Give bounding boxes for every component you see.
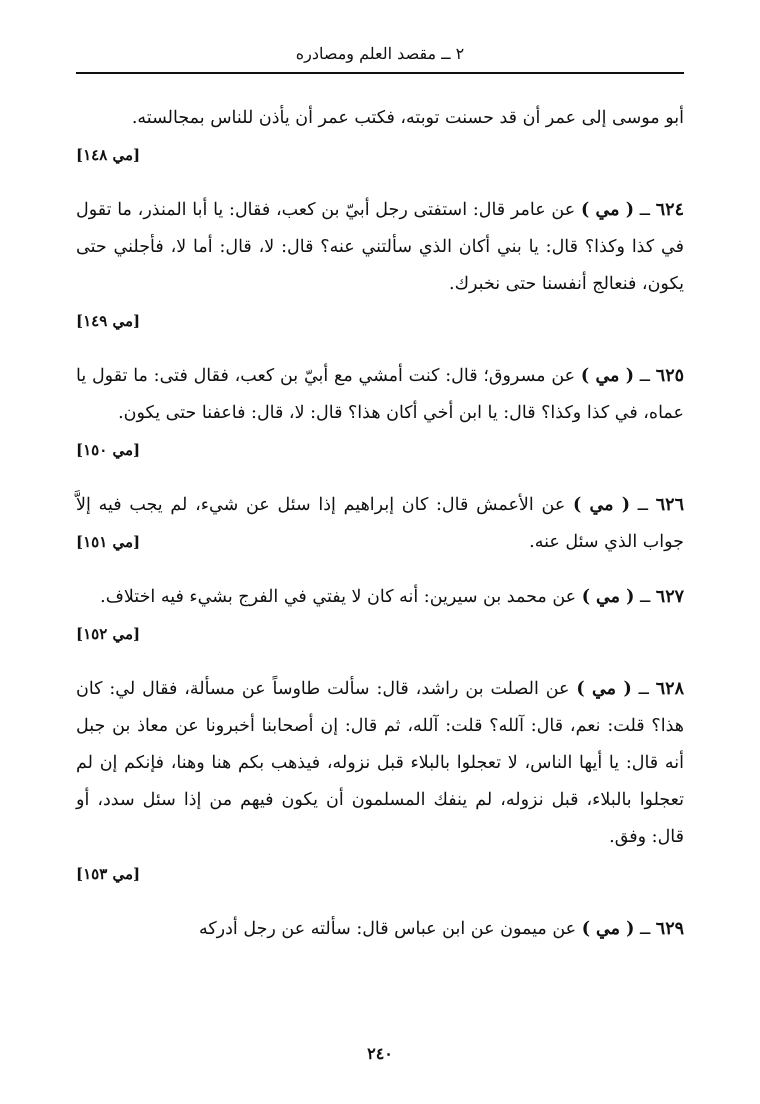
entry-text: عن ميمون عن ابن عباس قال: سألته عن رجل أدركه: [198, 919, 577, 939]
entry-number: ٦٢٤: [655, 200, 684, 220]
entry-source: ( مي ): [573, 495, 631, 515]
entry-625: ٦٢٥ ــ ( مي ) عن مسروق؛ قال: كنت أمشي مع أبيّ بن كعب، فقال فتى: ما تقول يا عماه، في كذا وكذا؟ قال: يا ابن أخي أكان هذا؟ قال: لا، قال: فاعفنا حتى يكون. [مي ١٥٠]: [76, 358, 684, 469]
entry-number: ٦٢٥: [655, 366, 684, 386]
entry-text: عن محمد بن سيرين: أنه كان لا يفتي في الفرج بشيء فيه اختلاف.: [100, 587, 577, 607]
entry-number: ٦٢٦: [655, 495, 684, 515]
page-body: [76, 100, 684, 966]
entry-624: ٦٢٤ ــ ( مي ) عن عامر قال: استفتى رجل أبيّ بن كعب، فقال: يا أبا المنذر، ما تقول في كذا وكذا؟ قال: يا بني أكان الذي سألتني عنه؟ قال: لا، قال: أما لا، فأجلني حتى يكون، فنعالج أنفسنا حتى نخبرك. [مي ١٤٩]: [76, 192, 684, 340]
entry-text: أبو موسى إلى عمر أن قد حسنت توبته، فكتب عمر أن يأذن للناس بمجالسته.: [131, 108, 684, 128]
entry-source: ( مي ): [576, 679, 632, 699]
entry-629: ٦٢٩ ــ ( مي ) عن ميمون عن ابن عباس قال: سألته عن رجل أدركه: [198, 919, 684, 939]
entry-628: ٦٢٨ ــ ( مي ) عن الصلت بن راشد، قال: سألت طاوساً عن مسألة، فقال لي: كان هذا؟ قلت: نعم، قال: آلله؟ قلت: آلله، ثم قال: إن أصحابنا أخبرونا عن معاذ بن جبل أنه قال: يا أيها الناس، لا تعجلوا بالبلاء قبل نزوله، فيذهب بكم هنا وهنا، فإنكم إن لم تعجلوا بالبلاء، قبل نزوله، لم ينفك المسلمون أن يكون فيهم من إذا سئل سدد، أو قال: وفق. [مي ١٥٣]: [76, 671, 684, 893]
entry-source: ( مي ): [581, 587, 635, 607]
entry-626: ٦٢٦ ــ ( مي ) عن الأعمش قال: كان إبراهيم إذا سئل عن شيء، لم يجب فيه إلاَّ جواب الذي سئل عنه. [مي ١٥١]: [76, 487, 684, 561]
entry-source: ( مي ): [581, 919, 635, 939]
entry-number: ٦٢٩: [655, 919, 684, 939]
entry-text: عن الأعمش قال: كان إبراهيم إذا سئل عن شيء، لم يجب فيه إلاَّ جواب الذي سئل عنه.: [76, 495, 684, 552]
page-number: ٢٤٠: [367, 1044, 393, 1063]
running-header: ٢ ــ مقصد العلم ومصادره: [295, 44, 465, 63]
entry-source: ( مي ): [580, 366, 634, 386]
entry-text: عن مسروق؛ قال: كنت أمشي مع أبيّ بن كعب، فقال فتى: ما تقول يا عماه، في كذا وكذا؟ قال: يا ابن أخي أكان هذا؟ قال: لا، قال: فاعفنا حتى يكون.: [76, 366, 684, 423]
entry-reference: [مي ١٥٢]: [76, 625, 141, 643]
header-rule: [76, 72, 684, 74]
entry-reference: [مي ١٥٠]: [76, 441, 141, 459]
entry-reference: [مي ١٤٩]: [76, 312, 141, 330]
entry-text: عن الصلت بن راشد، قال: سألت طاوساً عن مسألة، فقال لي: كان هذا؟ قلت: نعم، قال: آلله؟ قلت: آلله، ثم قال: إن أصحابنا أخبرونا عن معاذ بن جبل أنه قال: يا أيها الناس، لا تعجلوا بالبلاء قبل نزوله، فيذهب بكم هنا وهنا، فإنكم إن لم تعجلوا بالبلاء، قبل نزوله، لم ينفك المسلمون أن يكون فيهم من إذا سئل سدد، أو قال: وفق.: [76, 679, 684, 847]
entry-number: ٦٢٨: [655, 679, 684, 699]
entry-reference: [مي ١٤٨]: [76, 146, 141, 164]
entry-text: عن عامر قال: استفتى رجل أبيّ بن كعب، فقال: يا أبا المنذر، ما تقول في كذا وكذا؟ قال: يا بني أكان الذي سألتني عنه؟ قال: لا، قال: أما لا، فأجلني حتى يكون، فنعالج أنفسنا حتى نخبرك.: [76, 200, 684, 294]
entry-627: ٦٢٧ ــ ( مي ) عن محمد بن سيرين: أنه كان لا يفتي في الفرج بشيء فيه اختلاف. [مي ١٥٢]: [76, 579, 684, 653]
entry-continuation: [76, 100, 684, 174]
entry-number: ٦٢٧: [655, 587, 684, 607]
entry-reference: [مي ١٥١]: [76, 533, 141, 551]
entry-reference: [مي ١٥٣]: [76, 865, 141, 883]
entry-source: ( مي ): [580, 200, 635, 220]
